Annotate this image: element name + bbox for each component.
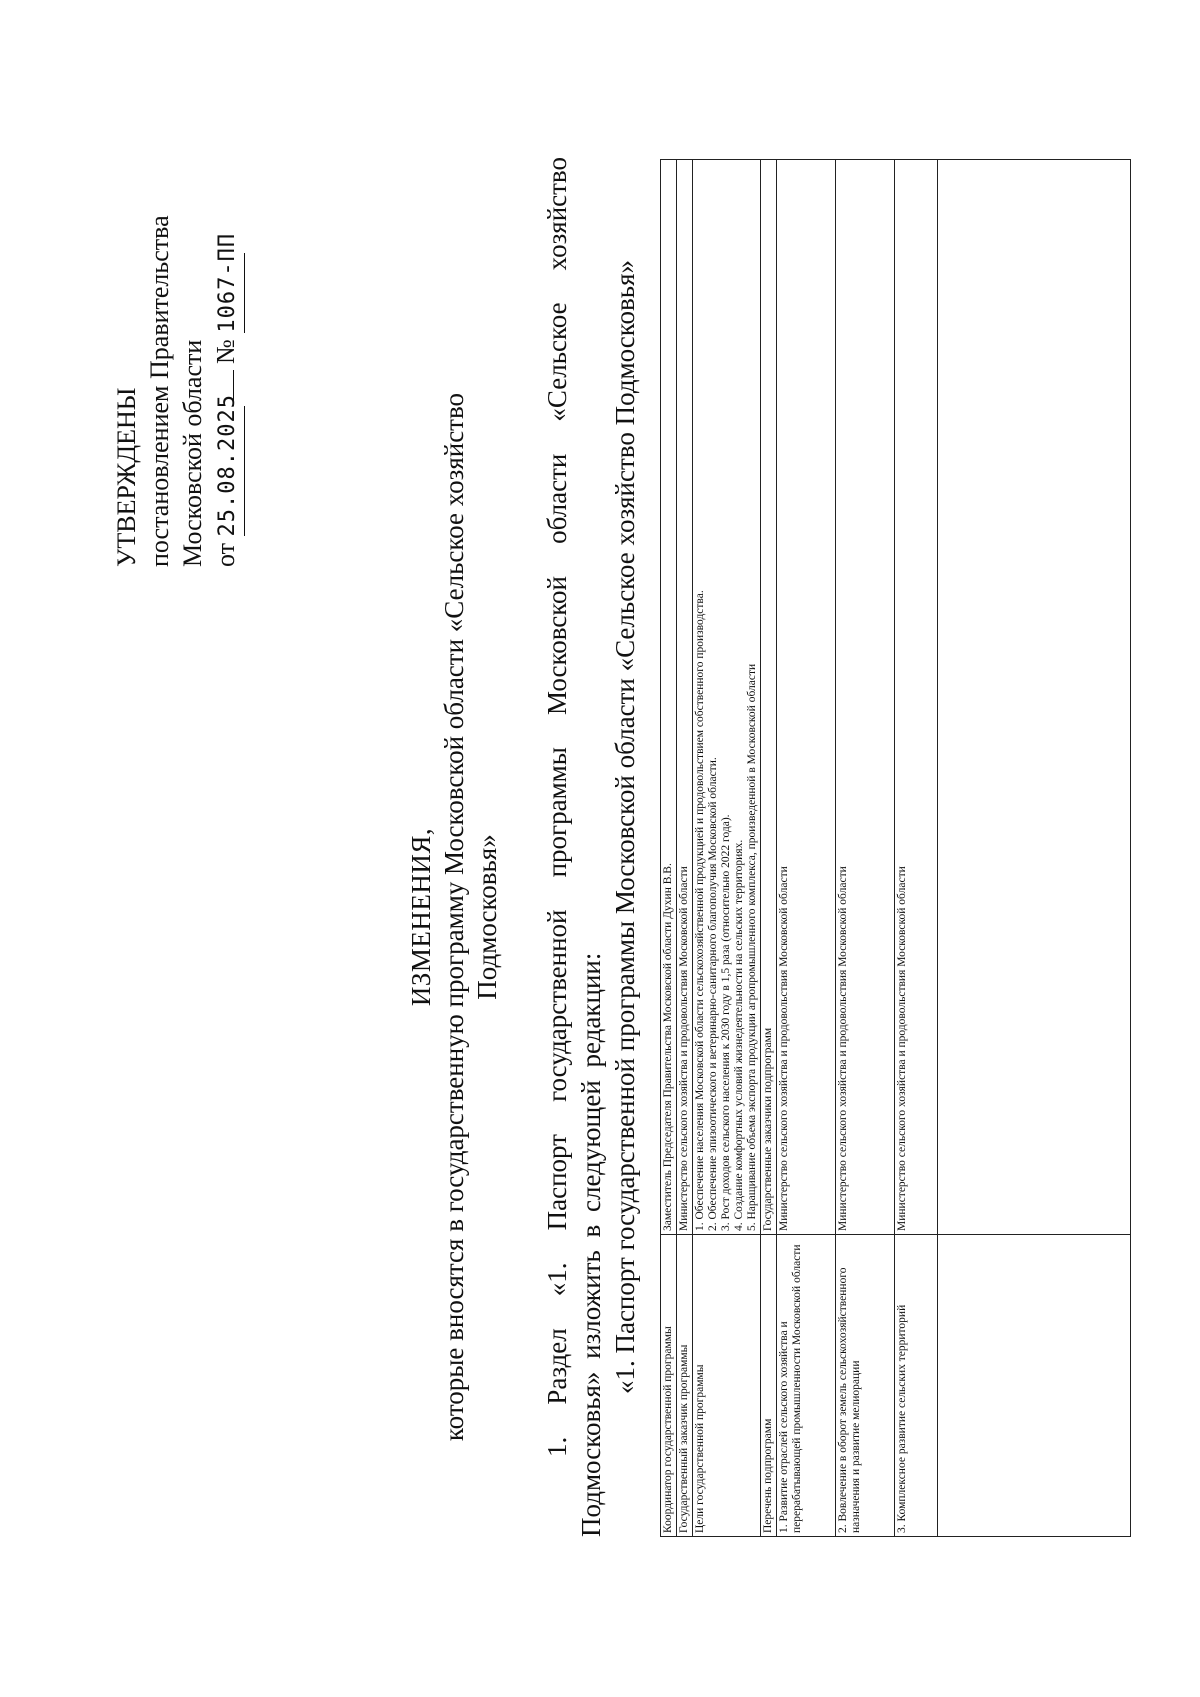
row-label: 2. Вовлечение в оборот земель сельскохозяйственного назначения и развитие мелиорации [836, 1235, 895, 1537]
table-row-empty [938, 160, 1131, 1537]
approval-block [110, 147, 245, 567]
intro-block [540, 157, 642, 1537]
number-prefix: № [211, 339, 240, 364]
table-row [677, 160, 693, 1537]
row-value: Государственные заказчики подпрограмм [761, 160, 777, 1235]
goals-cell [693, 160, 761, 1235]
date-underline-gap [233, 370, 234, 406]
row-label: Цели государственной программы [693, 1235, 761, 1537]
table-row [661, 160, 677, 1537]
document-title [405, 337, 504, 1497]
goal-item: 1. Обеспечение населения Московской области сельскохозяйственной продукцией и продовольствием собственного производства. [694, 590, 706, 1231]
row-label: Перечень подпрограмм [761, 1235, 777, 1537]
title-line-1: ИЗМЕНЕНИЯ, [406, 827, 436, 1007]
approval-line-2: постановлением Правительства [145, 215, 174, 567]
table-row [836, 160, 895, 1537]
approval-date-line [209, 147, 245, 567]
row-label: 1. Развитие отраслей сельского хозяйства и перерабатывающей промышленности Московской области [777, 1235, 836, 1537]
goal-item: 4. Создание комфортных условий жизнедеятельности на сельских территориях. [733, 839, 745, 1231]
approval-line-3: Московской области [178, 339, 207, 567]
table-row [895, 160, 938, 1537]
row-value: Министерство сельского хозяйства и продовольствия Московской области [836, 160, 895, 1235]
title-line-2: которые вносятся в государственную программу Московской области «Сельское хозяйство Подмосковья» [439, 392, 502, 1442]
table-row [693, 160, 761, 1537]
approval-number: 1067-ПП [211, 253, 245, 333]
passport-table [660, 159, 1131, 1537]
row-value: Заместитель Председателя Правительства Московской области Духин В.В. [661, 160, 677, 1235]
empty-cell [938, 1235, 1131, 1537]
date-prefix: от [211, 542, 240, 567]
row-value: Министерство сельского хозяйства и продовольствия Московской области [895, 160, 938, 1235]
approval-heading: УТВЕРЖДЕНЫ [112, 387, 141, 567]
goal-item: 5. Наращивание объема экспорта продукции агропромышленного комплекса, произведенной в Московской области [746, 663, 758, 1231]
row-value: Министерство сельского хозяйства и продовольствия Московской области [777, 160, 836, 1235]
empty-cell [938, 160, 1131, 1235]
goal-item: 2. Обеспечение эпизоотического и ветеринарно-санитарного благополучия Московской области. [707, 757, 719, 1231]
table-row [777, 160, 836, 1537]
passport-heading: «1. Паспорт государственной программы Московской области «Сельское хозяйство Подмосковья» [610, 259, 640, 1395]
row-label: 3. Комплексное развитие сельских территорий [895, 1235, 938, 1537]
row-value: Министерство сельского хозяйства и продовольствия Московской области [677, 160, 693, 1235]
approval-date: 25.08.2025 [211, 406, 245, 536]
row-label: Координатор государственной программы [661, 1235, 677, 1537]
row-label: Государственный заказчик программы [677, 1235, 693, 1537]
table-row [761, 160, 777, 1537]
goal-item: 3. Рост доходов сельского населения к 2030 году в 1,5 раза (относительно 2022 года). [720, 814, 732, 1231]
intro-paragraph-1: 1. Раздел «1. Паспорт государственной программы Московской области «Сельское хозяйство Подмосковья» изложить в следующей редакции: [542, 157, 606, 1537]
